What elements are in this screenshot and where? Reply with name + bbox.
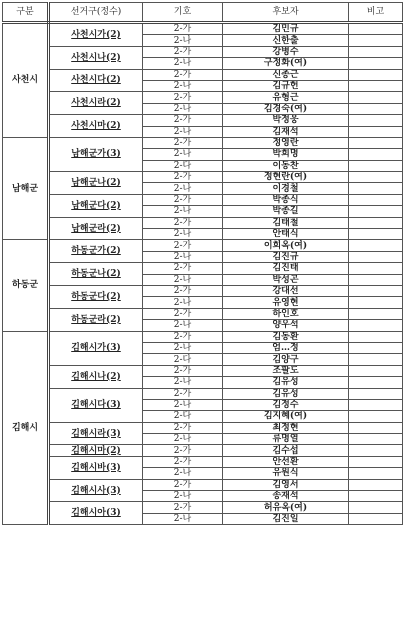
table-row — [3, 172, 403, 183]
symbol-cell: 2-나 — [143, 513, 223, 524]
table-row — [3, 502, 403, 513]
candidate-cell: 유형근 — [223, 92, 349, 103]
symbol-cell: 2-가 — [143, 23, 223, 35]
symbol-cell: 2-가 — [143, 137, 223, 148]
remarks-cell — [349, 479, 403, 490]
candidate-cell: 허유옥(여) — [223, 502, 349, 513]
remarks-cell — [349, 194, 403, 205]
table-row — [3, 285, 403, 296]
candidate-cell: 유영현 — [223, 297, 349, 308]
table-row — [3, 23, 403, 35]
symbol-cell: 2-다 — [143, 160, 223, 171]
symbol-cell: 2-나 — [143, 80, 223, 91]
symbol-cell: 2-나 — [143, 434, 223, 445]
candidate-cell: 정영란 — [223, 137, 349, 148]
district-cell: 하동군라(2) — [49, 308, 143, 331]
district-cell: 김해시가(3) — [49, 331, 143, 365]
header-row — [3, 3, 403, 23]
candidate-cell: 이희옥(여) — [223, 240, 349, 251]
candidate-cell: 김유성 — [223, 388, 349, 399]
candidate-cell: 김지혜(여) — [223, 411, 349, 422]
symbol-cell: 2-다 — [143, 411, 223, 422]
table-row — [3, 217, 403, 228]
candidate-cell: 김동환 — [223, 331, 349, 342]
candidate-cell: 김태철 — [223, 217, 349, 228]
district-cell: 사천시가(2) — [49, 23, 143, 47]
symbol-cell: 2-가 — [143, 115, 223, 126]
district-cell: 하동군다(2) — [49, 285, 143, 308]
district-cell: 김해시바(3) — [49, 456, 143, 479]
candidate-roster-table — [2, 2, 403, 525]
district-cell: 하동군나(2) — [49, 263, 143, 286]
header-district: 선거구(정수) — [49, 3, 143, 23]
candidate-cell: 강병수 — [223, 46, 349, 57]
header-region: 구분 — [3, 3, 49, 23]
symbol-cell: 2-나 — [143, 399, 223, 410]
symbol-cell: 2-나 — [143, 297, 223, 308]
remarks-cell — [349, 251, 403, 262]
remarks-cell — [349, 365, 403, 376]
candidate-cell: 김영서 — [223, 479, 349, 490]
symbol-cell: 2-가 — [143, 172, 223, 183]
symbol-cell: 2-가 — [143, 479, 223, 490]
header-candidate: 후보자 — [223, 3, 349, 23]
candidate-cell: 신종근 — [223, 69, 349, 80]
symbol-cell: 2-가 — [143, 46, 223, 57]
candidate-cell: 이동찬 — [223, 160, 349, 171]
candidate-cell: 구정화(여) — [223, 58, 349, 69]
remarks-cell — [349, 285, 403, 296]
candidate-cell: 김진일 — [223, 513, 349, 524]
candidate-cell: 류명열 — [223, 434, 349, 445]
symbol-cell: 2-가 — [143, 263, 223, 274]
district-cell: 하동군가(2) — [49, 240, 143, 263]
candidate-cell: 김정수 — [223, 399, 349, 410]
candidate-cell: 최정현 — [223, 422, 349, 433]
candidate-cell: 김규헌 — [223, 80, 349, 91]
symbol-cell: 2-나 — [143, 229, 223, 240]
remarks-cell — [349, 23, 403, 35]
symbol-cell: 2-가 — [143, 194, 223, 205]
remarks-cell — [349, 58, 403, 69]
symbol-cell: 2-나 — [143, 206, 223, 217]
district-cell: 남해군가(3) — [49, 137, 143, 171]
remarks-cell — [349, 115, 403, 126]
remarks-cell — [349, 217, 403, 228]
remarks-cell — [349, 354, 403, 365]
candidate-cell: 김재석 — [223, 126, 349, 137]
district-cell: 남해군라(2) — [49, 217, 143, 240]
symbol-cell: 2-나 — [143, 377, 223, 388]
district-cell: 사천시라(2) — [49, 92, 143, 115]
table-row — [3, 365, 403, 376]
symbol-cell: 2-가 — [143, 69, 223, 80]
remarks-cell — [349, 422, 403, 433]
candidate-cell: 안선환 — [223, 456, 349, 467]
district-cell: 사천시다(2) — [49, 69, 143, 92]
candidate-cell: 박종길 — [223, 206, 349, 217]
district-cell: 김해시사(3) — [49, 479, 143, 502]
symbol-cell: 2-나 — [143, 251, 223, 262]
candidate-cell: 안태식 — [223, 229, 349, 240]
table-row — [3, 263, 403, 274]
district-cell: 김해시라(3) — [49, 422, 143, 445]
remarks-cell — [349, 103, 403, 114]
remarks-cell — [349, 46, 403, 57]
candidate-cell: 하인호 — [223, 308, 349, 319]
region-cell: 하동군 — [3, 240, 49, 331]
candidate-cell: 김진태 — [223, 263, 349, 274]
symbol-cell: 2-가 — [143, 308, 223, 319]
symbol-cell: 2-나 — [143, 320, 223, 331]
symbol-cell: 2-가 — [143, 92, 223, 103]
candidate-cell: 김경숙(여) — [223, 103, 349, 114]
symbol-cell: 2-가 — [143, 388, 223, 399]
header-remarks: 비고 — [349, 3, 403, 23]
symbol-cell: 2-가 — [143, 456, 223, 467]
remarks-cell — [349, 445, 403, 456]
district-cell: 사천시마(2) — [49, 115, 143, 138]
symbol-cell: 2-가 — [143, 422, 223, 433]
remarks-cell — [349, 137, 403, 148]
symbol-cell: 2-나 — [143, 491, 223, 502]
symbol-cell: 2-나 — [143, 126, 223, 137]
table-row — [3, 46, 403, 57]
table-row — [3, 308, 403, 319]
region-cell: 사천시 — [3, 23, 49, 138]
candidate-cell: 유원식 — [223, 468, 349, 479]
symbol-cell: 2-가 — [143, 217, 223, 228]
remarks-cell — [349, 69, 403, 80]
candidate-cell: 박성곤 — [223, 274, 349, 285]
symbol-cell: 2-나 — [143, 58, 223, 69]
region-cell: 김해시 — [3, 331, 49, 525]
remarks-cell — [349, 513, 403, 524]
table-row — [3, 115, 403, 126]
remarks-cell — [349, 183, 403, 194]
table-row — [3, 422, 403, 433]
candidate-cell: 박종식 — [223, 194, 349, 205]
remarks-cell — [349, 35, 403, 46]
remarks-cell — [349, 502, 403, 513]
table-row — [3, 137, 403, 148]
table-row — [3, 92, 403, 103]
remarks-cell — [349, 126, 403, 137]
table-row — [3, 479, 403, 490]
table-row — [3, 445, 403, 456]
symbol-cell: 2-가 — [143, 331, 223, 342]
candidate-cell: 정현란(여) — [223, 172, 349, 183]
remarks-cell — [349, 468, 403, 479]
symbol-cell: 2-가 — [143, 285, 223, 296]
candidate-cell: 송재석 — [223, 491, 349, 502]
district-cell: 김해시아(3) — [49, 502, 143, 525]
symbol-cell: 2-가 — [143, 445, 223, 456]
table-row — [3, 331, 403, 342]
remarks-cell — [349, 172, 403, 183]
symbol-cell: 2-나 — [143, 468, 223, 479]
remarks-cell — [349, 308, 403, 319]
symbol-cell: 2-나 — [143, 342, 223, 353]
candidate-cell: 김양구 — [223, 354, 349, 365]
candidate-cell: 김민규 — [223, 23, 349, 35]
table-row — [3, 69, 403, 80]
district-cell: 김해시나(2) — [49, 365, 143, 388]
remarks-cell — [349, 411, 403, 422]
candidate-cell: 박정웅 — [223, 115, 349, 126]
symbol-cell: 2-나 — [143, 35, 223, 46]
remarks-cell — [349, 149, 403, 160]
remarks-cell — [349, 206, 403, 217]
remarks-cell — [349, 377, 403, 388]
candidate-cell: 조팔도 — [223, 365, 349, 376]
candidate-cell: 김진규 — [223, 251, 349, 262]
table-row — [3, 456, 403, 467]
district-cell: 남해군나(2) — [49, 172, 143, 195]
candidate-cell: 양우석 — [223, 320, 349, 331]
candidate-cell: 박희명 — [223, 149, 349, 160]
remarks-cell — [349, 263, 403, 274]
symbol-cell: 2-가 — [143, 502, 223, 513]
candidate-cell: 엄…정 — [223, 342, 349, 353]
symbol-cell: 2-가 — [143, 365, 223, 376]
table-row — [3, 240, 403, 251]
symbol-cell: 2-다 — [143, 354, 223, 365]
symbol-cell: 2-가 — [143, 240, 223, 251]
remarks-cell — [349, 434, 403, 445]
remarks-cell — [349, 229, 403, 240]
region-cell: 남해군 — [3, 137, 49, 240]
symbol-cell: 2-나 — [143, 183, 223, 194]
symbol-cell: 2-나 — [143, 103, 223, 114]
remarks-cell — [349, 320, 403, 331]
candidate-cell: 신한출 — [223, 35, 349, 46]
district-cell: 김해시마(2) — [49, 445, 143, 456]
symbol-cell: 2-나 — [143, 149, 223, 160]
candidate-cell: 강대선 — [223, 285, 349, 296]
remarks-cell — [349, 240, 403, 251]
remarks-cell — [349, 297, 403, 308]
candidate-cell: 김수섭 — [223, 445, 349, 456]
district-cell: 사천시나(2) — [49, 46, 143, 69]
remarks-cell — [349, 388, 403, 399]
header-symbol: 기호 — [143, 3, 223, 23]
symbol-cell: 2-나 — [143, 274, 223, 285]
remarks-cell — [349, 92, 403, 103]
remarks-cell — [349, 160, 403, 171]
table-row — [3, 194, 403, 205]
remarks-cell — [349, 342, 403, 353]
remarks-cell — [349, 274, 403, 285]
remarks-cell — [349, 456, 403, 467]
remarks-cell — [349, 491, 403, 502]
remarks-cell — [349, 80, 403, 91]
candidate-cell: 김유성 — [223, 377, 349, 388]
roster-body — [3, 23, 403, 525]
candidate-cell: 이경철 — [223, 183, 349, 194]
district-cell: 남해군다(2) — [49, 194, 143, 217]
district-cell: 김해시다(3) — [49, 388, 143, 422]
remarks-cell — [349, 331, 403, 342]
remarks-cell — [349, 399, 403, 410]
table-row — [3, 388, 403, 399]
